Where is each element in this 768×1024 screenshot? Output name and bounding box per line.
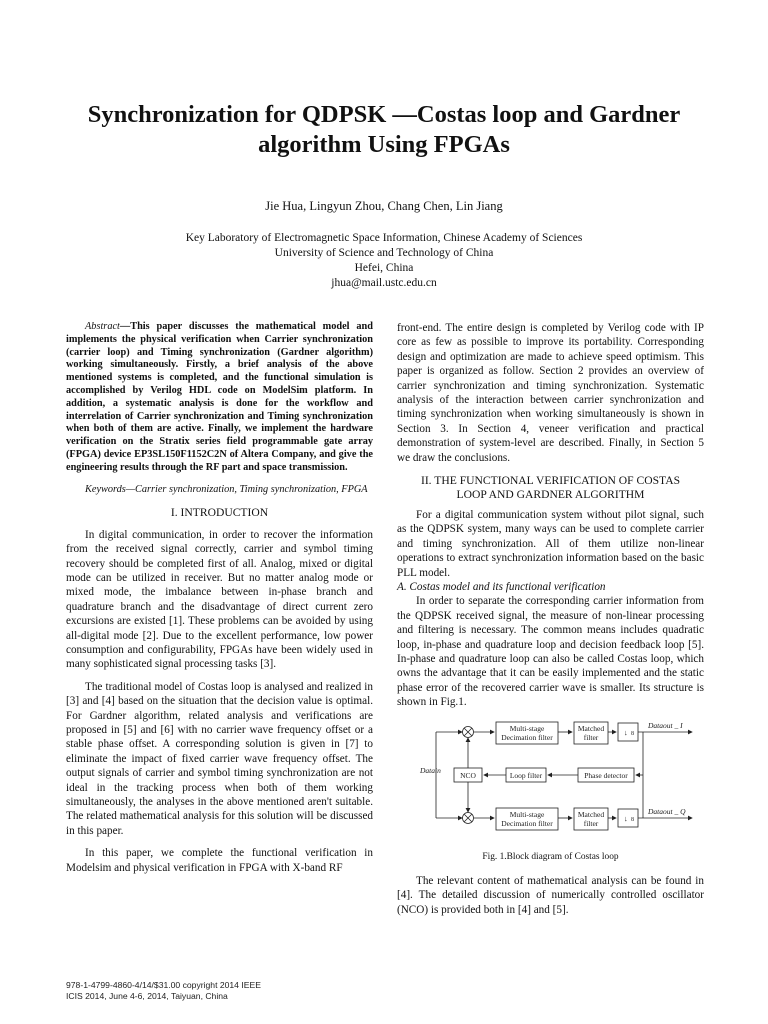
mixer-top-icon <box>463 726 474 737</box>
datain-label: Datain <box>420 765 441 775</box>
subsection-a-paragraph-1: In order to separate the corresponding carrier information from the QDPSK received signal, the measure of non-linear processing and filtering is necessary. The common means includes quadratic loop, in-phase and quadrature loop and decision feedback loop [5]. In-phase and quadrature loop can also be called Costas loop, which owns the advantage that it can be easily implemented and the static phase error of the recovered carrier wave is smaller. Its structure is shown in Fig.1. <box>397 595 704 709</box>
footer-conference: ICIS 2014, June 4-6, 2014, Taiyuan, China <box>66 991 228 1001</box>
affiliation-block <box>60 231 708 291</box>
affiliation-university: University of Science and Technology of China <box>274 247 494 259</box>
author-list: Jie Hua, Lingyun Zhou, Chang Chen, Lin Jiang <box>265 199 503 213</box>
section-2-heading-line2: LOOP AND GARDNER ALGORITHM <box>456 488 645 502</box>
abstract-text: —This paper discusses the mathematical model and implements the physical verification when Carrier synchronization (carrier loop) and Timing synchronization (Gardner algorithm) working simultaneously. Firstly, a brief analysis of the above mentioned systems is completed, and the functional simulation is accomplished by Verilog HDL code on ModelSim platform. In addition, a systematic analysis is done for the workflow and interrelation of Carrier synchronization and Timing synchronization when both of them are active. Finally, we implement the hardware verification on the Stratix series field programmable gate array (FPGA) device EP3SL150F1152C2N of Altera Company, and give the engineering results through the RF part and space transmission. <box>66 321 373 473</box>
output-q-label: Dataout _ Q <box>648 806 686 816</box>
abstract <box>66 321 373 475</box>
down-arrow-top-icon: ↓ <box>624 727 628 737</box>
costas-loop-diagram <box>402 718 702 848</box>
down-arrow-bottom-icon: ↓ <box>624 813 628 823</box>
mixer-bottom-icon <box>463 812 474 823</box>
figure-caption: Fig. 1.Block diagram of Costas loop <box>482 851 619 862</box>
matched-bottom-label-2: filter <box>583 818 599 828</box>
down-factor-top: 8 <box>631 730 634 737</box>
section-1-heading: I. INTRODUCTION <box>170 506 269 520</box>
decim-top-label-2: Decimation filter <box>501 732 553 742</box>
matched-bottom-label-1: Matched <box>577 809 605 819</box>
affiliation-email: jhua@mail.ustc.edu.cn <box>331 277 437 289</box>
subsection-a-heading: A. Costas model and its functional verification <box>397 580 606 593</box>
downsampler-bottom <box>618 809 638 827</box>
decim-bottom-label-2: Decimation filter <box>501 818 553 828</box>
section-2-heading <box>397 474 704 503</box>
affiliation-lab: Key Laboratory of Electromagnetic Space Information, Chinese Academy of Sciences <box>185 232 583 244</box>
paper-title: Synchronization for QDPSK —Costas loop and Gardner algorithm Using FPGAs <box>87 101 681 158</box>
footer-copyright: 978-1-4799-4860-4/14/$31.00 copyright 2014 IEEE <box>66 980 261 990</box>
output-i-label: Dataout _ I <box>648 720 683 730</box>
intro-paragraph-3: In this paper, we complete the functional verification in Modelsim and physical verification in FPGA with X-band RF <box>66 847 373 874</box>
decim-bottom-label-1: Multi-stage <box>509 809 545 819</box>
phase-detector-label: Phase detector <box>584 770 628 780</box>
downsampler-top <box>618 723 638 741</box>
matched-top-label-1: Matched <box>577 723 605 733</box>
affiliation-city: Hefei, China <box>354 262 414 274</box>
down-factor-bottom: 8 <box>631 816 634 823</box>
intro-paragraph-4: front-end. The entire design is completed by Verilog code with IP core as few as possible to improve its portability. Corresponding design and optimization are made to achieve speed optimism. This paper is organized as follow. Section 2 provides an overview of carrier synchronization and timing synchronization. Systematic analysis of the interaction between carrier synchronization and timing synchronization when working simultaneously is shown in Section 3. In Section 4, veneer verification and practical demonstration of system-level are described. Finally, in Section 5 we draw the conclusions. <box>397 322 704 464</box>
subsection-a-paragraph-2: The relevant content of mathematical analysis can be found in [4]. The detailed discussion of numerically controlled oscillator (NCO) is provided both in [4] and [5]. <box>397 874 704 916</box>
loop-filter-label: Loop filter <box>509 770 543 780</box>
left-column <box>66 321 373 875</box>
right-column <box>397 321 704 917</box>
footer <box>66 980 261 1002</box>
intro-paragraph-2: The traditional model of Costas loop is analysed and realized in [3] and [4] based on the situation that the decision value is optimal. For Gardner algorithm, related analysis and verifications are proposed in [5] and [6] with no carrier wave frequency offset or a stable phase offset. A corresponding solution is given in [7] to eliminate the impact of fixed carrier wave frequency offset. The output signals of carrier and symbol timing synchronization are not ideal in the tracking process when both of them working simultaneously, the analyses in the above mentioned aren't suitable. The related mathematical analysis for this solution will be discussed in this paper. <box>66 680 373 837</box>
decim-top-label-1: Multi-stage <box>509 723 545 733</box>
keywords: Keywords—Carrier synchronization, Timing synchronization, FPGA <box>85 483 368 495</box>
intro-paragraph-1: In digital communication, in order to recover the information from the received signal correctly, carrier and symbol timing recovery should be completed first of all. Analog, mixed or digital mode can be utilized in receiver. But no matter analog mode or mixed mode, the imbalance between in-phase branch and quadrature branch and the disadvantage of direct current zero excursions are existed [1]. These problems can be avoided by using all-digital mode [2]. Due to the excellent performance, low power consumption and configurability, FPGAs have been widely used in many sophisticated signal processing tasks [3]. <box>66 528 373 671</box>
section-2-heading-line1: II. THE FUNCTIONAL VERIFICATION OF COSTAS <box>420 474 681 488</box>
abstract-label: Abstract <box>85 321 120 332</box>
matched-top-label-2: filter <box>583 732 599 742</box>
costas-loop-figure <box>397 718 704 848</box>
section-2-paragraph-1: For a digital communication system without pilot signal, such as the QDPSK system, many ways can be used to complete carrier and timing synchronization. All of them utilize non-linear operations to extract synchronization information based on the basic PLL model. <box>397 508 704 579</box>
nco-label: NCO <box>460 770 476 780</box>
